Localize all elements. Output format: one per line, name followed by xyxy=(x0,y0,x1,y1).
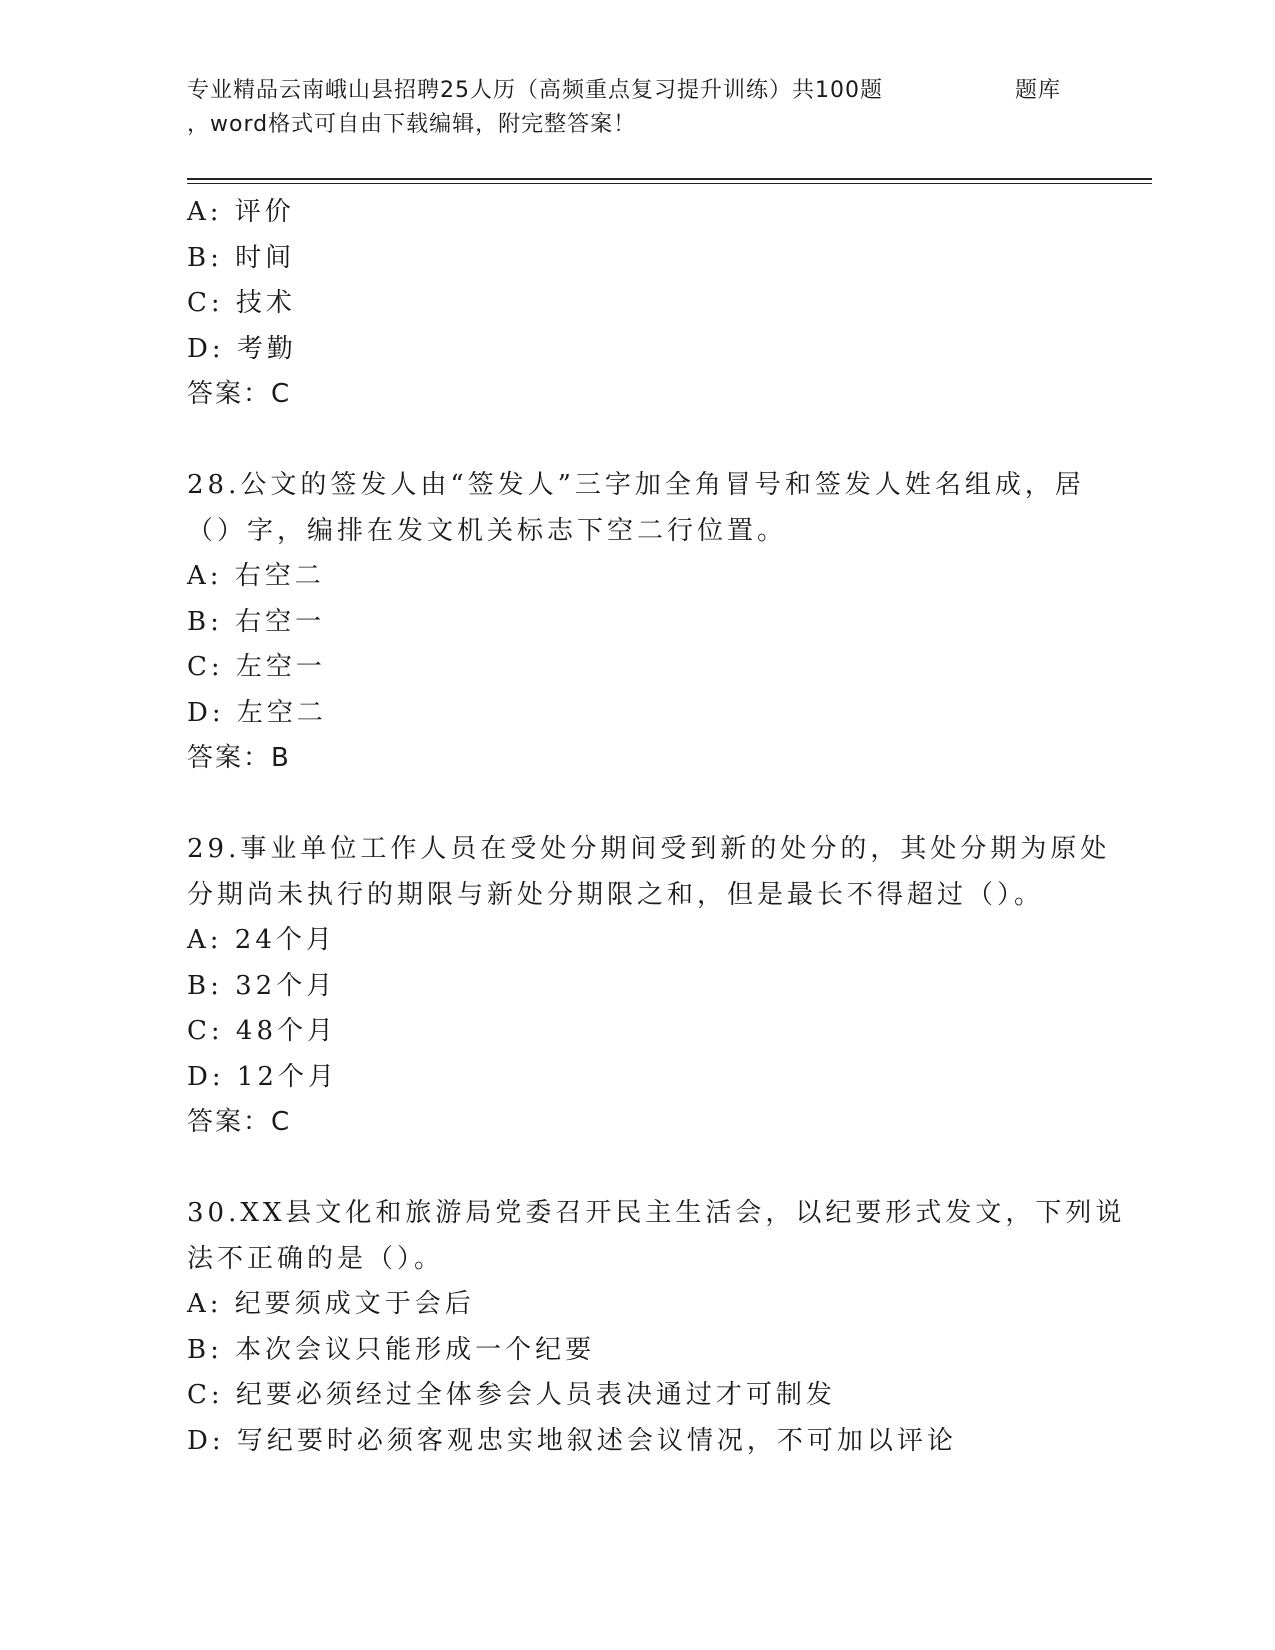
header-tag: 题库 xyxy=(1015,78,1062,103)
option-b: B: 右空一 xyxy=(187,606,326,637)
question-block xyxy=(187,827,1111,1146)
option-a: A: 纪要须成文于会后 xyxy=(187,1289,475,1319)
option-d: D: 左空二 xyxy=(187,697,327,728)
header-title: 专业精品云南峨山县招聘25人历（高频重点复习提升训练）共100题 xyxy=(187,78,883,103)
header-subtitle: ，word格式可自由下载编辑，附完整答案！ xyxy=(187,112,637,137)
question-block xyxy=(187,190,1087,418)
spacer xyxy=(187,1146,1087,1192)
question-stem-line: 法不正确的是（）。 xyxy=(187,1243,445,1274)
spacer xyxy=(187,418,1087,464)
answer-line: 答案：C xyxy=(187,1107,292,1137)
answer-line: 答案：C xyxy=(187,379,292,409)
option-a: A: 右空二 xyxy=(187,561,325,591)
question-stem-line: 30.XX县文化和旅游局党委召开民主生活会，以纪要形式发文，下列说 xyxy=(187,1198,1126,1228)
option-b: B: 本次会议只能形成一个纪要 xyxy=(187,1334,596,1365)
question-stem-line: 29.事业单位工作人员在受处分期间受到新的处分的，其处分期为原处 xyxy=(187,834,1111,864)
header-rule-thin xyxy=(187,183,1152,184)
question-block xyxy=(187,1191,1126,1464)
question-content xyxy=(187,190,1126,1464)
question-block xyxy=(187,463,1087,782)
question-stem-line: 28.公文的签发人由“签发人”三字加全角冒号和签发人姓名组成，居 xyxy=(187,470,1085,500)
option-d: D: 考勤 xyxy=(187,333,297,364)
answer-line: 答案：B xyxy=(187,743,291,773)
option-a: A: 评价 xyxy=(187,197,295,227)
question-stem-line: （）字，编排在发文机关标志下空二行位置。 xyxy=(187,515,788,546)
option-c: C: 技术 xyxy=(187,288,296,318)
option-a: A: 24个月 xyxy=(187,925,336,955)
option-d: D: 12个月 xyxy=(187,1061,338,1092)
option-b: B: 32个月 xyxy=(187,970,337,1001)
option-c: C: 48个月 xyxy=(187,1016,338,1046)
option-c: C: 纪要必须经过全体参会人员表决通过才可制发 xyxy=(187,1380,836,1410)
header-rule-thick xyxy=(187,178,1152,180)
option-b: B: 时间 xyxy=(187,242,296,273)
option-c: C: 左空一 xyxy=(187,652,326,682)
document-header xyxy=(187,74,1087,142)
option-d: D: 写纪要时必须客观忠实地叙述会议情况，不可加以评论 xyxy=(187,1425,957,1456)
spacer xyxy=(187,782,1087,828)
question-stem-line: 分期尚未执行的期限与新处分期限之和，但是最长不得超过（）。 xyxy=(187,879,1045,910)
